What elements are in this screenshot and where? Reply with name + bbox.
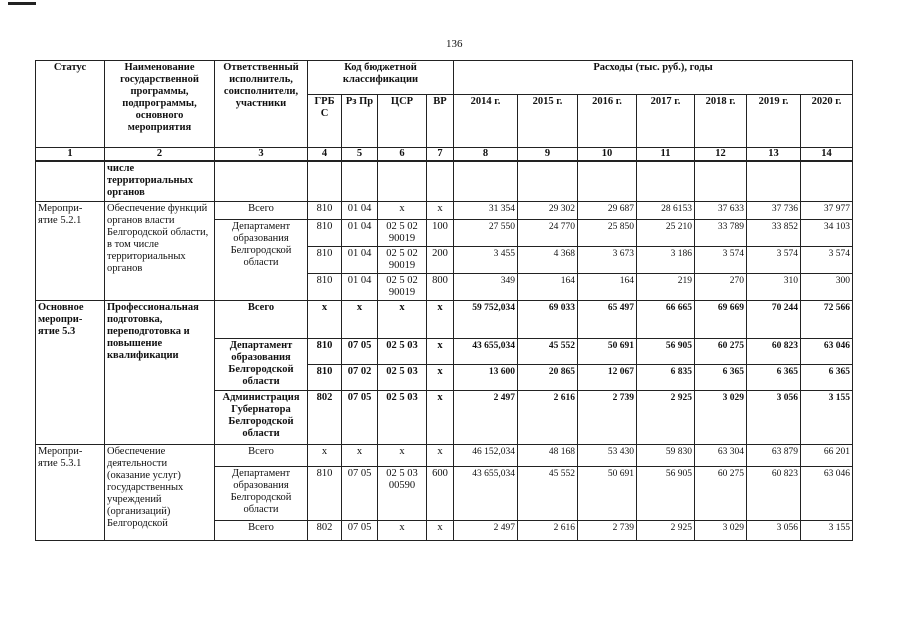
value-cell: 53 430	[578, 444, 637, 466]
value-cell: 63 879	[747, 444, 801, 466]
value-cell: 3 673	[578, 246, 637, 273]
executor-cell: Администрация Губернатора Белгородской области	[215, 390, 308, 444]
value-cell: 56 905	[637, 466, 695, 520]
grbs-cell: 810	[308, 219, 342, 246]
value-cell: 2 497	[454, 390, 518, 444]
executor-cell: Департамент образования Белгородской области	[215, 338, 308, 390]
value-cell: 50 691	[578, 338, 637, 364]
header-vr: ВР	[427, 95, 454, 148]
index-cell: 10	[578, 148, 637, 162]
value-cell: 13 600	[454, 364, 518, 390]
value-cell: 37 736	[747, 201, 801, 219]
value-cell: 37 977	[801, 201, 853, 219]
rzpr-cell: 07 05	[342, 338, 378, 364]
value-cell: 3 574	[747, 246, 801, 273]
value-cell: 60 275	[695, 338, 747, 364]
rzpr-cell: 07 05	[342, 390, 378, 444]
index-cell: 13	[747, 148, 801, 162]
vr-cell: х	[427, 364, 454, 390]
value-cell: 66 201	[801, 444, 853, 466]
value-cell: 25 850	[578, 219, 637, 246]
value-cell: 59 830	[637, 444, 695, 466]
table-row	[36, 201, 853, 219]
value-cell: 12 067	[578, 364, 637, 390]
value-cell: 2 925	[637, 390, 695, 444]
header-name: Наименование государственной программы, подпрограммы, основного мероприятия	[105, 61, 215, 148]
value-cell: 3 574	[801, 246, 853, 273]
value-cell: 164	[518, 273, 578, 300]
value-cell: 48 168	[518, 444, 578, 466]
value-cell: 65 497	[578, 300, 637, 338]
header-year: 2016 г.	[578, 95, 637, 148]
value-cell: 3 056	[747, 390, 801, 444]
value-cell: 27 550	[454, 219, 518, 246]
value-cell: 2 497	[454, 520, 518, 540]
value-cell: 2 739	[578, 390, 637, 444]
executor-cell: Всего	[215, 520, 308, 540]
vr-cell: 600	[427, 466, 454, 520]
csr-cell: 02 5 03	[378, 390, 427, 444]
executor-cell: Департамент образования Белгородской области	[215, 219, 308, 300]
value-cell: 3 155	[801, 390, 853, 444]
value-cell: 59 752,034	[454, 300, 518, 338]
name-cell: Профессиональная подготовка, переподготовка и повышение квалификации	[105, 300, 215, 444]
index-cell: 12	[695, 148, 747, 162]
csr-cell: 02 5 03 00590	[378, 466, 427, 520]
value-cell: 310	[747, 273, 801, 300]
header-year: 2018 г.	[695, 95, 747, 148]
status-cell: Основное меропри-ятие 5.3	[36, 300, 105, 444]
page-number: 136	[446, 38, 463, 50]
budget-table	[35, 60, 853, 541]
executor-cell: Департамент образования Белгородской области	[215, 466, 308, 520]
vr-cell: х	[427, 338, 454, 364]
carry-row	[36, 161, 853, 201]
value-cell: 6 365	[801, 364, 853, 390]
value-cell: 72 566	[801, 300, 853, 338]
csr-cell: 02 5 02 90019	[378, 273, 427, 300]
value-cell: 219	[637, 273, 695, 300]
index-cell: 4	[308, 148, 342, 162]
rzpr-cell: х	[342, 300, 378, 338]
rzpr-cell: 07 02	[342, 364, 378, 390]
grbs-cell: х	[308, 444, 342, 466]
value-cell: 2 739	[578, 520, 637, 540]
index-cell: 8	[454, 148, 518, 162]
index-cell: 2	[105, 148, 215, 162]
value-cell: 60 823	[747, 338, 801, 364]
value-cell: 63 304	[695, 444, 747, 466]
value-cell: 63 046	[801, 338, 853, 364]
value-cell: 300	[801, 273, 853, 300]
rzpr-cell: 07 05	[342, 466, 378, 520]
header-status: Статус	[36, 61, 105, 148]
value-cell: 4 368	[518, 246, 578, 273]
csr-cell: 02 5 02 90019	[378, 246, 427, 273]
vr-cell: х	[427, 201, 454, 219]
csr-cell: х	[378, 444, 427, 466]
header-year: 2020 г.	[801, 95, 853, 148]
csr-cell: 02 5 02 90019	[378, 219, 427, 246]
value-cell: 164	[578, 273, 637, 300]
value-cell: 3 186	[637, 246, 695, 273]
grbs-cell: 810	[308, 338, 342, 364]
index-cell: 3	[215, 148, 308, 162]
executor-cell: Всего	[215, 444, 308, 466]
value-cell: 28 6153	[637, 201, 695, 219]
index-cell: 1	[36, 148, 105, 162]
value-cell: 20 865	[518, 364, 578, 390]
value-cell: 29 687	[578, 201, 637, 219]
grbs-cell: 810	[308, 246, 342, 273]
value-cell: 69 033	[518, 300, 578, 338]
rzpr-cell: 01 04	[342, 219, 378, 246]
value-cell: 43 655,034	[454, 466, 518, 520]
rzpr-cell: х	[342, 444, 378, 466]
value-cell: 31 354	[454, 201, 518, 219]
value-cell: 2 616	[518, 520, 578, 540]
grbs-cell: 802	[308, 520, 342, 540]
header-year: 2019 г.	[747, 95, 801, 148]
value-cell: 2 616	[518, 390, 578, 444]
value-cell: 3 029	[695, 520, 747, 540]
vr-cell: х	[427, 390, 454, 444]
vr-cell: х	[427, 520, 454, 540]
grbs-cell: х	[308, 300, 342, 338]
value-cell: 29 302	[518, 201, 578, 219]
name-cell: Обеспечение функций органов власти Белгородской области, в том числе территориальных органов	[105, 201, 215, 300]
rzpr-cell: 01 04	[342, 201, 378, 219]
value-cell: 56 905	[637, 338, 695, 364]
value-cell: 3 029	[695, 390, 747, 444]
value-cell: 45 552	[518, 466, 578, 520]
value-cell: 6 365	[695, 364, 747, 390]
header-budget-code: Код бюджетной классификации	[308, 61, 454, 95]
value-cell: 50 691	[578, 466, 637, 520]
vr-cell: 200	[427, 246, 454, 273]
csr-cell: х	[378, 520, 427, 540]
value-cell: 45 552	[518, 338, 578, 364]
grbs-cell: 810	[308, 364, 342, 390]
index-cell: 7	[427, 148, 454, 162]
top-edge-mark	[8, 2, 36, 5]
header-year: 2017 г.	[637, 95, 695, 148]
value-cell: 6 365	[747, 364, 801, 390]
index-cell: 6	[378, 148, 427, 162]
value-cell: 69 669	[695, 300, 747, 338]
csr-cell: х	[378, 300, 427, 338]
csr-cell: х	[378, 201, 427, 219]
header-executor: Ответственный исполнитель, соисполнители, участники	[215, 61, 308, 148]
index-row	[36, 148, 853, 162]
value-cell: 6 835	[637, 364, 695, 390]
table-row	[36, 300, 853, 338]
grbs-cell: 810	[308, 466, 342, 520]
value-cell: 60 823	[747, 466, 801, 520]
value-cell: 349	[454, 273, 518, 300]
status-cell: Меропри-ятие 5.2.1	[36, 201, 105, 300]
value-cell: 3 574	[695, 246, 747, 273]
grbs-cell: 810	[308, 201, 342, 219]
value-cell: 70 244	[747, 300, 801, 338]
vr-cell: 800	[427, 273, 454, 300]
grbs-cell: 810	[308, 273, 342, 300]
value-cell: 60 275	[695, 466, 747, 520]
csr-cell: 02 5 03	[378, 338, 427, 364]
csr-cell: 02 5 03	[378, 364, 427, 390]
name-cell: Обеспечение деятельности (оказание услуг) государственных учреждений (организаций) Белгородской	[105, 444, 215, 540]
value-cell: 46 152,034	[454, 444, 518, 466]
vr-cell: 100	[427, 219, 454, 246]
rzpr-cell: 07 05	[342, 520, 378, 540]
executor-cell: Всего	[215, 300, 308, 338]
header-grbs: ГРБ С	[308, 95, 342, 148]
grbs-cell: 802	[308, 390, 342, 444]
value-cell: 43 655,034	[454, 338, 518, 364]
value-cell: 2 925	[637, 520, 695, 540]
value-cell: 33 852	[747, 219, 801, 246]
table-row	[36, 444, 853, 466]
rzpr-cell: 01 04	[342, 273, 378, 300]
value-cell: 24 770	[518, 219, 578, 246]
header-year: 2015 г.	[518, 95, 578, 148]
value-cell: 3 455	[454, 246, 518, 273]
header-expenses: Расходы (тыс. руб.), годы	[454, 61, 853, 95]
vr-cell: х	[427, 300, 454, 338]
value-cell: 37 633	[695, 201, 747, 219]
value-cell: 270	[695, 273, 747, 300]
index-cell: 9	[518, 148, 578, 162]
index-cell: 14	[801, 148, 853, 162]
value-cell: 63 046	[801, 466, 853, 520]
rzpr-cell: 01 04	[342, 246, 378, 273]
value-cell: 25 210	[637, 219, 695, 246]
value-cell: 3 056	[747, 520, 801, 540]
header-rzpr: Рз Пр	[342, 95, 378, 148]
index-cell: 5	[342, 148, 378, 162]
status-cell: Меропри-ятие 5.3.1	[36, 444, 105, 540]
header-year: 2014 г.	[454, 95, 518, 148]
value-cell: 33 789	[695, 219, 747, 246]
value-cell: 34 103	[801, 219, 853, 246]
index-cell: 11	[637, 148, 695, 162]
executor-cell: Всего	[215, 201, 308, 219]
carry-name: числе территориальных органов	[105, 161, 215, 201]
value-cell: 3 155	[801, 520, 853, 540]
value-cell: 66 665	[637, 300, 695, 338]
header-csr: ЦСР	[378, 95, 427, 148]
vr-cell: х	[427, 444, 454, 466]
